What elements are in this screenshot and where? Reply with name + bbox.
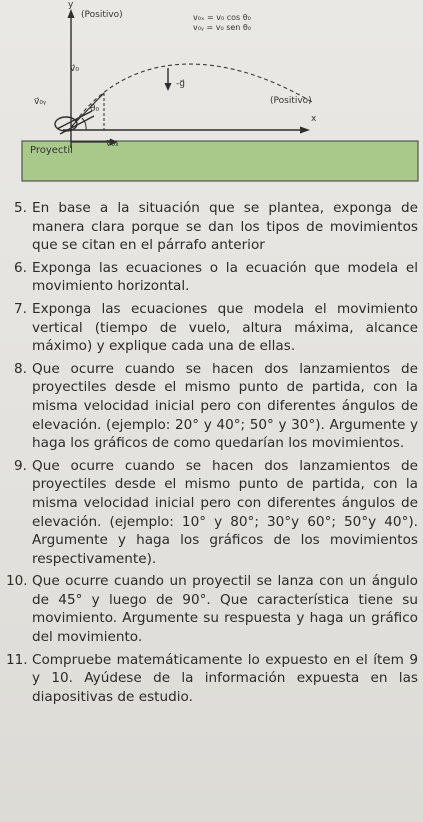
equation-v0x: v₀ₓ = v₀ cos θ₀ xyxy=(193,13,251,22)
question-text: Que ocurre cuando se hacen dos lanzamientos de proyectiles desde el mismo punto de partida, con la misma velocidad inicial pero con diferentes ángulos de elevación. (ejemplo: 10° y 80°; 30°y 60°; 50°y 40°). Argumente y haga los gráficos de los movimientos respectivamente). xyxy=(32,457,418,567)
question-item xyxy=(6,360,418,453)
question-number: 11. xyxy=(6,651,28,668)
question-number: 8. xyxy=(14,360,27,377)
question-number: 6. xyxy=(14,259,27,276)
x-axis-label: x xyxy=(311,114,317,124)
question-number: 7. xyxy=(14,300,27,317)
positivo-horizontal-label: (Positivo) xyxy=(270,96,312,106)
question-text: Exponga las ecuaciones o la ecuación que modela el movimiento horizontal. xyxy=(32,259,418,295)
question-number: 10. xyxy=(6,573,28,590)
question-text: Que ocurre cuando un proyectil se lanza con un ángulo de 45° y luego de 90°. Que característica tiene su movimiento. Argumente su respuesta y haga un gráfico del movimiento. xyxy=(32,573,418,646)
question-item xyxy=(6,457,418,569)
theta-label: θ₀ xyxy=(90,104,100,114)
equation-v0y: v₀ᵧ = v₀ sen θ₀ xyxy=(193,23,251,32)
y-axis-arrowhead xyxy=(68,9,75,18)
question-item xyxy=(6,199,418,255)
gravity-label: -g⃗ xyxy=(176,79,185,89)
question-item xyxy=(6,651,418,707)
v0y-label: v⃗₀ᵧ xyxy=(34,97,47,107)
question-text: Exponga las ecuaciones que modela el movimiento vertical (tiempo de vuelo, altura máxima, alcance máximo) y explique cada una de ellas. xyxy=(32,300,418,355)
x-axis-arrowhead xyxy=(300,127,310,134)
proyectil-label: Proyectil xyxy=(30,145,73,156)
ground-rect xyxy=(22,141,418,181)
gravity-arrowhead xyxy=(165,83,172,91)
question-number: 5. xyxy=(14,200,27,216)
question-number: 9. xyxy=(14,457,27,474)
question-item xyxy=(6,572,418,646)
projectile-diagram xyxy=(0,0,423,190)
question-item xyxy=(6,300,418,356)
question-text: En base a la situación que se plantea, exponga de manera clara porque se dan los tipos de movimientos que se citan en el párrafo anterior xyxy=(32,200,418,254)
question-text: Que ocurre cuando se hacen dos lanzamientos de proyectiles desde el mismo punto de partida, con la misma velocidad inicial pero con diferentes ángulos de elevación. (ejemplo: 20° y 40°; 50° y 30°). Argumente y haga los gráficos de como quedarían los movimientos. xyxy=(32,360,418,452)
question-list xyxy=(6,199,418,710)
v0-label: v⃗₀ xyxy=(70,64,79,74)
y-axis-label: y xyxy=(68,0,74,10)
positivo-vertical-label: (Positivo) xyxy=(81,10,123,20)
question-text: Compruebe matemáticamente lo expuesto en el ítem 9 y 10. Ayúdese de la información expuesta en las diapositivas de estudio. xyxy=(32,651,418,705)
v0x-label: v⃗₀ₓ xyxy=(106,139,119,149)
question-item xyxy=(6,259,418,296)
